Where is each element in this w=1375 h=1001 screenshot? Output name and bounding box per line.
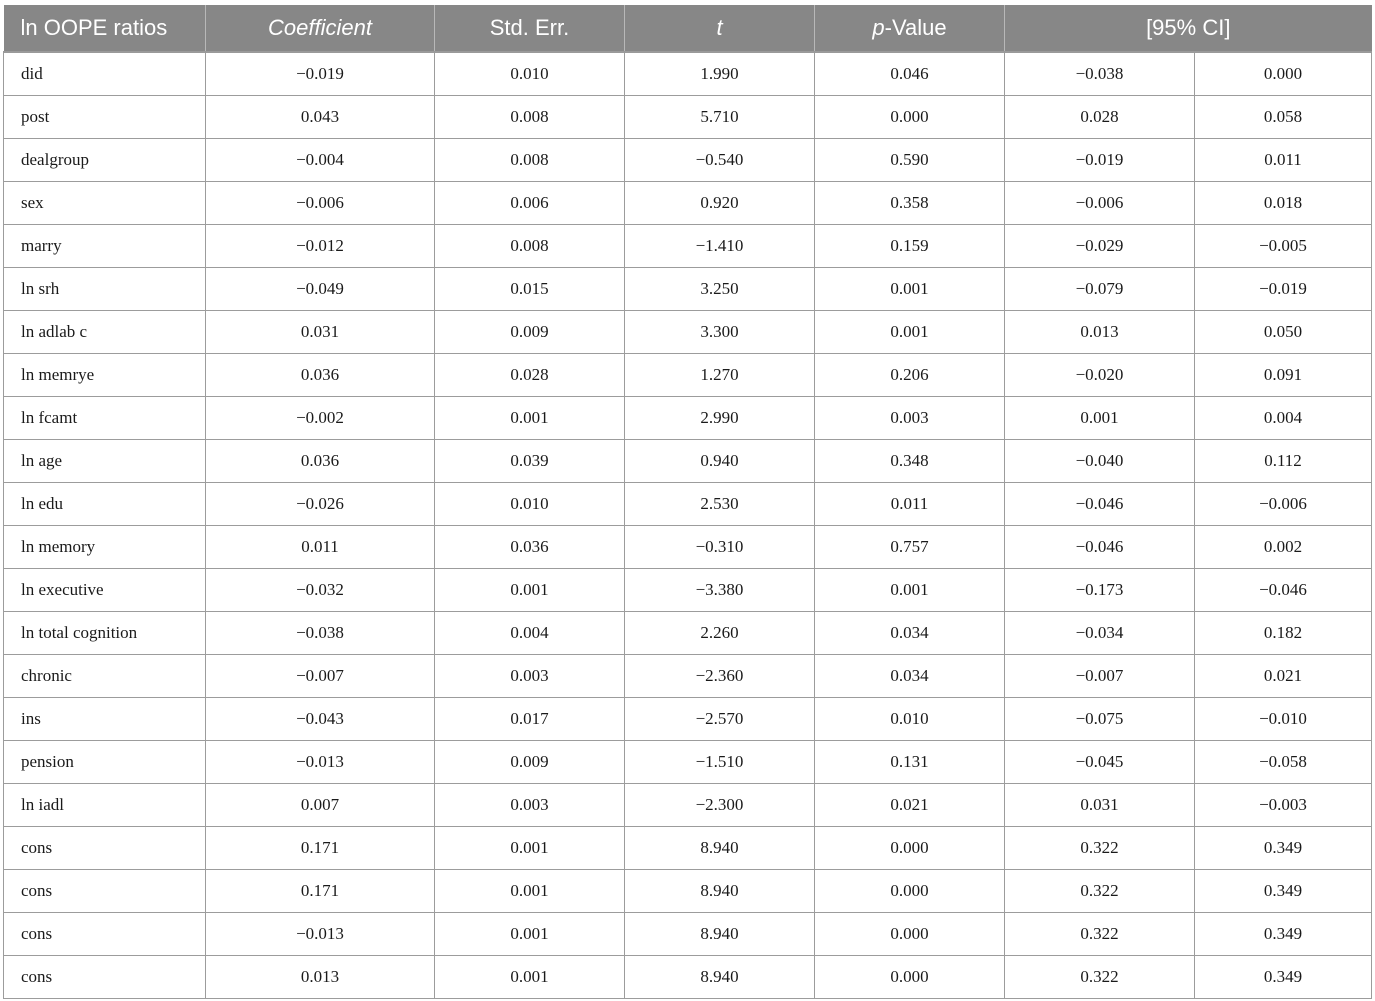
row-label: ln iadl bbox=[4, 784, 206, 827]
p-value-cell: 0.000 bbox=[815, 96, 1005, 139]
table-body bbox=[4, 52, 1372, 999]
ci-lower-cell: 0.028 bbox=[1005, 96, 1195, 139]
p-value-cell: 0.011 bbox=[815, 483, 1005, 526]
table-row bbox=[4, 526, 1372, 569]
ci-lower-cell: 0.013 bbox=[1005, 311, 1195, 354]
table-row bbox=[4, 612, 1372, 655]
ci-lower-cell: −0.034 bbox=[1005, 612, 1195, 655]
std-err-cell: 0.015 bbox=[435, 268, 625, 311]
ci-lower-cell: −0.007 bbox=[1005, 655, 1195, 698]
ci-upper-cell: 0.050 bbox=[1195, 311, 1372, 354]
row-label: pension bbox=[4, 741, 206, 784]
std-err-cell: 0.001 bbox=[435, 913, 625, 956]
table-row bbox=[4, 311, 1372, 354]
row-label: did bbox=[4, 52, 206, 96]
header-ci: [95% CI] bbox=[1005, 5, 1372, 52]
ci-lower-cell: −0.020 bbox=[1005, 354, 1195, 397]
coefficient-cell: −0.049 bbox=[206, 268, 435, 311]
coefficient-cell: −0.006 bbox=[206, 182, 435, 225]
coefficient-cell: −0.038 bbox=[206, 612, 435, 655]
p-value-cell: 0.021 bbox=[815, 784, 1005, 827]
header-t bbox=[625, 5, 815, 52]
ci-lower-cell: 0.322 bbox=[1005, 870, 1195, 913]
header-row bbox=[4, 5, 1372, 52]
table-row bbox=[4, 397, 1372, 440]
t-cell: 0.940 bbox=[625, 440, 815, 483]
std-err-cell: 0.003 bbox=[435, 784, 625, 827]
coefficient-cell: −0.007 bbox=[206, 655, 435, 698]
t-cell: 1.990 bbox=[625, 52, 815, 96]
p-value-cell: 0.000 bbox=[815, 913, 1005, 956]
std-err-cell: 0.001 bbox=[435, 870, 625, 913]
row-label: ln memrye bbox=[4, 354, 206, 397]
ci-lower-cell: −0.046 bbox=[1005, 483, 1195, 526]
p-value-cell: 0.003 bbox=[815, 397, 1005, 440]
ci-lower-cell: −0.006 bbox=[1005, 182, 1195, 225]
row-label: dealgroup bbox=[4, 139, 206, 182]
coefficient-cell: −0.013 bbox=[206, 741, 435, 784]
row-label: marry bbox=[4, 225, 206, 268]
ci-lower-cell: −0.046 bbox=[1005, 526, 1195, 569]
std-err-cell: 0.001 bbox=[435, 827, 625, 870]
std-err-cell: 0.001 bbox=[435, 956, 625, 999]
ci-lower-cell: 0.322 bbox=[1005, 913, 1195, 956]
coefficient-cell: 0.031 bbox=[206, 311, 435, 354]
table-row bbox=[4, 96, 1372, 139]
coefficient-cell: −0.004 bbox=[206, 139, 435, 182]
std-err-cell: 0.010 bbox=[435, 483, 625, 526]
row-label: cons bbox=[4, 870, 206, 913]
coefficient-cell: 0.043 bbox=[206, 96, 435, 139]
coefficient-cell: −0.002 bbox=[206, 397, 435, 440]
table-row bbox=[4, 569, 1372, 612]
ci-upper-cell: 0.091 bbox=[1195, 354, 1372, 397]
row-label: ln executive bbox=[4, 569, 206, 612]
p-value-cell: 0.001 bbox=[815, 311, 1005, 354]
p-value-cell: 0.001 bbox=[815, 569, 1005, 612]
coefficient-cell: 0.171 bbox=[206, 827, 435, 870]
t-cell: −1.410 bbox=[625, 225, 815, 268]
ci-upper-cell: −0.010 bbox=[1195, 698, 1372, 741]
table-row bbox=[4, 870, 1372, 913]
t-cell: 1.270 bbox=[625, 354, 815, 397]
header-label: ln OOPE ratios bbox=[4, 5, 206, 52]
ci-upper-cell: 0.011 bbox=[1195, 139, 1372, 182]
t-cell: 0.920 bbox=[625, 182, 815, 225]
ci-lower-cell: −0.045 bbox=[1005, 741, 1195, 784]
table-row bbox=[4, 268, 1372, 311]
t-cell: −2.570 bbox=[625, 698, 815, 741]
table-row bbox=[4, 139, 1372, 182]
t-cell: −3.380 bbox=[625, 569, 815, 612]
ci-upper-cell: 0.112 bbox=[1195, 440, 1372, 483]
table-row bbox=[4, 956, 1372, 999]
std-err-cell: 0.039 bbox=[435, 440, 625, 483]
ci-lower-cell: 0.031 bbox=[1005, 784, 1195, 827]
table-row bbox=[4, 182, 1372, 225]
ci-upper-cell: −0.006 bbox=[1195, 483, 1372, 526]
p-value-cell: 0.000 bbox=[815, 870, 1005, 913]
row-label: cons bbox=[4, 913, 206, 956]
table-row bbox=[4, 354, 1372, 397]
regression-table-container bbox=[3, 5, 1371, 999]
std-err-cell: 0.001 bbox=[435, 397, 625, 440]
ci-lower-cell: −0.079 bbox=[1005, 268, 1195, 311]
t-cell: −1.510 bbox=[625, 741, 815, 784]
row-label: post bbox=[4, 96, 206, 139]
ci-upper-cell: 0.018 bbox=[1195, 182, 1372, 225]
std-err-cell: 0.009 bbox=[435, 741, 625, 784]
ci-lower-cell: 0.001 bbox=[1005, 397, 1195, 440]
header-coefficient-text: Coefficient bbox=[268, 15, 372, 40]
p-value-cell: 0.206 bbox=[815, 354, 1005, 397]
ci-lower-cell: 0.322 bbox=[1005, 827, 1195, 870]
std-err-cell: 0.010 bbox=[435, 52, 625, 96]
p-value-cell: 0.757 bbox=[815, 526, 1005, 569]
header-p-value bbox=[815, 5, 1005, 52]
table-row bbox=[4, 225, 1372, 268]
p-value-cell: 0.348 bbox=[815, 440, 1005, 483]
std-err-cell: 0.008 bbox=[435, 225, 625, 268]
header-p-italic: p bbox=[872, 15, 885, 40]
std-err-cell: 0.006 bbox=[435, 182, 625, 225]
coefficient-cell: 0.011 bbox=[206, 526, 435, 569]
std-err-cell: 0.008 bbox=[435, 139, 625, 182]
p-value-cell: 0.034 bbox=[815, 655, 1005, 698]
coefficient-cell: −0.019 bbox=[206, 52, 435, 96]
coefficient-cell: −0.043 bbox=[206, 698, 435, 741]
p-value-cell: 0.590 bbox=[815, 139, 1005, 182]
ci-upper-cell: 0.349 bbox=[1195, 913, 1372, 956]
table-row bbox=[4, 913, 1372, 956]
t-cell: 8.940 bbox=[625, 870, 815, 913]
ci-upper-cell: 0.058 bbox=[1195, 96, 1372, 139]
table-row bbox=[4, 52, 1372, 96]
ci-upper-cell: 0.000 bbox=[1195, 52, 1372, 96]
table-row bbox=[4, 655, 1372, 698]
coefficient-cell: −0.012 bbox=[206, 225, 435, 268]
ci-lower-cell: 0.322 bbox=[1005, 956, 1195, 999]
table-row bbox=[4, 741, 1372, 784]
t-cell: 8.940 bbox=[625, 827, 815, 870]
coefficient-cell: 0.036 bbox=[206, 440, 435, 483]
ci-upper-cell: 0.349 bbox=[1195, 956, 1372, 999]
p-value-cell: 0.358 bbox=[815, 182, 1005, 225]
ci-upper-cell: −0.005 bbox=[1195, 225, 1372, 268]
std-err-cell: 0.009 bbox=[435, 311, 625, 354]
row-label: cons bbox=[4, 827, 206, 870]
table-row bbox=[4, 440, 1372, 483]
row-label: sex bbox=[4, 182, 206, 225]
row-label: ln age bbox=[4, 440, 206, 483]
std-err-cell: 0.001 bbox=[435, 569, 625, 612]
coefficient-cell: −0.013 bbox=[206, 913, 435, 956]
t-cell: −0.310 bbox=[625, 526, 815, 569]
std-err-cell: 0.028 bbox=[435, 354, 625, 397]
t-cell: −2.360 bbox=[625, 655, 815, 698]
row-label: chronic bbox=[4, 655, 206, 698]
p-value-cell: 0.000 bbox=[815, 956, 1005, 999]
regression-table bbox=[3, 5, 1372, 999]
t-cell: 8.940 bbox=[625, 913, 815, 956]
row-label: cons bbox=[4, 956, 206, 999]
ci-lower-cell: −0.029 bbox=[1005, 225, 1195, 268]
t-cell: 2.260 bbox=[625, 612, 815, 655]
p-value-cell: 0.001 bbox=[815, 268, 1005, 311]
std-err-cell: 0.017 bbox=[435, 698, 625, 741]
p-value-cell: 0.000 bbox=[815, 827, 1005, 870]
ci-upper-cell: −0.058 bbox=[1195, 741, 1372, 784]
coefficient-cell: −0.032 bbox=[206, 569, 435, 612]
header-std-err: Std. Err. bbox=[435, 5, 625, 52]
row-label: ln memory bbox=[4, 526, 206, 569]
t-cell: −0.540 bbox=[625, 139, 815, 182]
p-value-cell: 0.131 bbox=[815, 741, 1005, 784]
table-row bbox=[4, 483, 1372, 526]
ci-lower-cell: −0.040 bbox=[1005, 440, 1195, 483]
ci-lower-cell: −0.019 bbox=[1005, 139, 1195, 182]
ci-upper-cell: −0.003 bbox=[1195, 784, 1372, 827]
p-value-cell: 0.034 bbox=[815, 612, 1005, 655]
t-cell: 3.250 bbox=[625, 268, 815, 311]
table-row bbox=[4, 698, 1372, 741]
header-p-rest: -Value bbox=[884, 15, 947, 40]
ci-upper-cell: 0.182 bbox=[1195, 612, 1372, 655]
ci-lower-cell: −0.075 bbox=[1005, 698, 1195, 741]
ci-lower-cell: −0.173 bbox=[1005, 569, 1195, 612]
table-row bbox=[4, 827, 1372, 870]
header-coefficient bbox=[206, 5, 435, 52]
coefficient-cell: 0.036 bbox=[206, 354, 435, 397]
coefficient-cell: 0.007 bbox=[206, 784, 435, 827]
coefficient-cell: 0.171 bbox=[206, 870, 435, 913]
ci-upper-cell: −0.046 bbox=[1195, 569, 1372, 612]
p-value-cell: 0.010 bbox=[815, 698, 1005, 741]
ci-upper-cell: 0.349 bbox=[1195, 870, 1372, 913]
ci-lower-cell: −0.038 bbox=[1005, 52, 1195, 96]
ci-upper-cell: −0.019 bbox=[1195, 268, 1372, 311]
t-cell: 2.530 bbox=[625, 483, 815, 526]
row-label: ln srh bbox=[4, 268, 206, 311]
table-header bbox=[4, 5, 1372, 52]
header-t-text: t bbox=[716, 15, 723, 40]
coefficient-cell: 0.013 bbox=[206, 956, 435, 999]
p-value-cell: 0.159 bbox=[815, 225, 1005, 268]
t-cell: 5.710 bbox=[625, 96, 815, 139]
t-cell: −2.300 bbox=[625, 784, 815, 827]
row-label: ln fcamt bbox=[4, 397, 206, 440]
ci-upper-cell: 0.021 bbox=[1195, 655, 1372, 698]
t-cell: 2.990 bbox=[625, 397, 815, 440]
std-err-cell: 0.008 bbox=[435, 96, 625, 139]
std-err-cell: 0.004 bbox=[435, 612, 625, 655]
row-label: ins bbox=[4, 698, 206, 741]
std-err-cell: 0.003 bbox=[435, 655, 625, 698]
row-label: ln adlab c bbox=[4, 311, 206, 354]
table-row bbox=[4, 784, 1372, 827]
coefficient-cell: −0.026 bbox=[206, 483, 435, 526]
t-cell: 8.940 bbox=[625, 956, 815, 999]
std-err-cell: 0.036 bbox=[435, 526, 625, 569]
row-label: ln total cognition bbox=[4, 612, 206, 655]
ci-upper-cell: 0.349 bbox=[1195, 827, 1372, 870]
ci-upper-cell: 0.004 bbox=[1195, 397, 1372, 440]
t-cell: 3.300 bbox=[625, 311, 815, 354]
ci-upper-cell: 0.002 bbox=[1195, 526, 1372, 569]
row-label: ln edu bbox=[4, 483, 206, 526]
p-value-cell: 0.046 bbox=[815, 52, 1005, 96]
